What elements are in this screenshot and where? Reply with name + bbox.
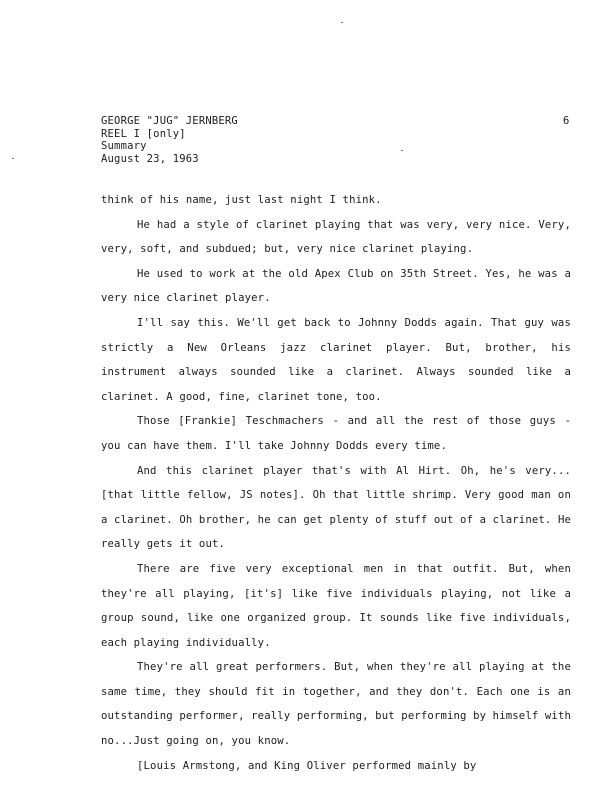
paragraph: Those [Frankie] Teschmachers - and all the rest of those guys - you can have them. I'll take Johnny Dodds every time. [101,415,571,452]
paragraph-truncated: [Louis Armstong, and King Oliver performed mainly by [137,759,477,772]
header-interviewee: GEORGE "JUG" JERNBERG [101,115,238,127]
paragraph: He had a style of clarinet playing that was very, very nice. Very, very, soft, and subdued; but, very nice clarinet playing. [101,218,571,256]
paragraph: They're all great performers. But, when they're all playing at the same time, they should fit in together, and they don't. Each one is an outstanding performer, really performing, but performing by himself with no...Just going on, you know. [101,661,572,748]
paragraph: He used to work at the old Apex Club on 35th Street. Yes, he was a very nice clarinet player. [101,267,571,305]
header-reel: REEL I [only] [101,127,186,140]
header-type: Summary [101,140,147,152]
scan-speck [12,158,14,159]
paragraph: There are five very exceptional men in that outfit. But, when they're all playing, [it's] like five individuals playing, not like a group sound, like one organized group. It sounds like five individuals, each playing individually. [101,562,571,649]
scan-speck [341,22,343,23]
document-header [101,115,238,165]
page-number: 6 [563,115,570,127]
transcript-body [101,188,571,778]
paragraph-continuation: think of his name, just last night I think. [101,194,382,206]
paragraph: And this clarinet player that's with Al Hirt. Oh, he's very...[that little fellow, JS notes]. Oh that little shrimp. Very good man on a clarinet. Oh brother, he can get plenty of stuff out of a clarinet. He really gets it out. [101,464,572,551]
paragraph: I'll say this. We'll get back to Johnny Dodds again. That guy was strictly a New Orleans jazz clarinet player. But, brother, his instrument always sounded like a clarinet. Always sounded like a clarinet. A good, fine, clarinet tone, too. [101,316,571,403]
header-date: August 23, 1963 [101,152,199,165]
scan-speck [401,150,403,151]
